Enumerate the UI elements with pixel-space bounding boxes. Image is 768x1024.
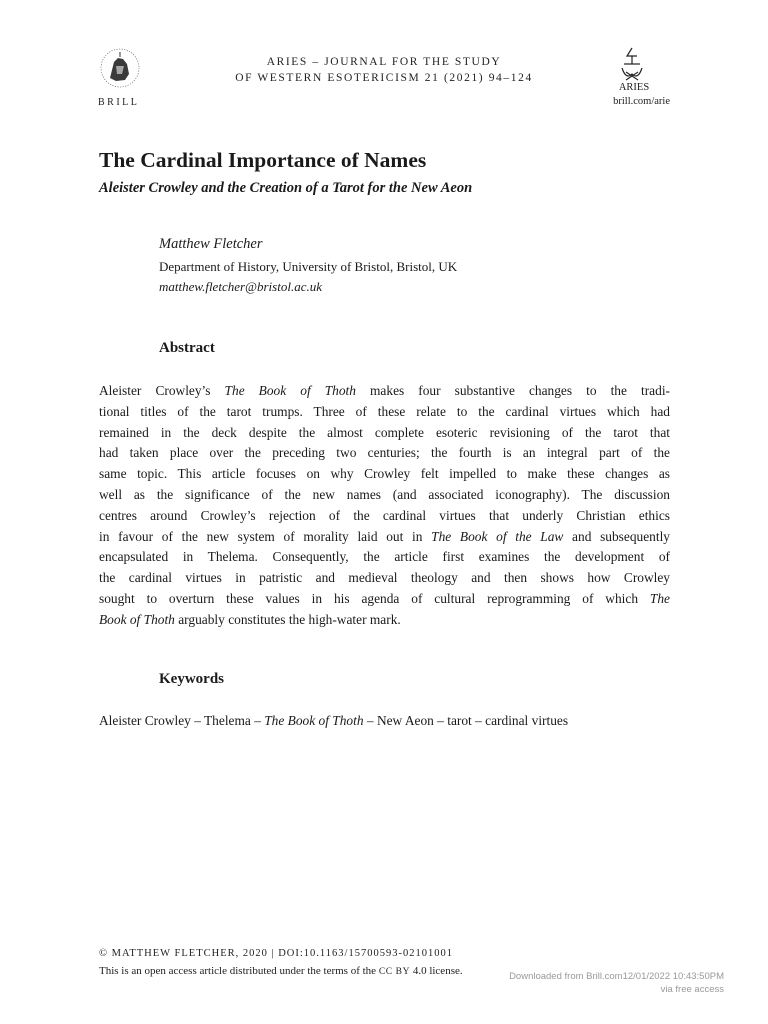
access-note: via free access: [660, 984, 724, 995]
copyright-doi-line: © MATTHEW FLETCHER, 2020 | DOI:10.1163/15700593-02101001: [99, 948, 453, 959]
abstract-line: Aleister Crowley’s The Book of Thoth makes four substantive changes to the tradi-: [99, 383, 670, 398]
author-affiliation: Department of History, University of Bristol, Bristol, UK: [159, 259, 458, 274]
abstract-line: encapsulated in Thelema. Consequently, the article first examines the development of: [99, 549, 670, 565]
license-line: This is an open access article distributed under the terms of the CC BY 4.0 license.: [99, 965, 463, 977]
download-date: Downloaded from Brill.com12/01/2022 10:43:50PM: [509, 971, 724, 982]
abstract-line: tional titles of the tarot trumps. Three of these relate to the cardinal virtues which had: [99, 403, 670, 419]
journal-header: [200, 54, 568, 86]
abstract-line: in favour of the new system of morality laid out in The Book of the Law and subsequently: [99, 528, 670, 544]
author-name: Matthew Fletcher: [159, 236, 263, 252]
article-subtitle: Aleister Crowley and the Creation of a Tarot for the New Aeon: [99, 180, 473, 196]
publisher-name: BRILL: [98, 97, 140, 108]
abstract-line: sought to overturn these values in his agenda of cultural reprogramming of which The: [99, 590, 670, 606]
keywords-list: Aleister Crowley – Thelema – The Book of Thoth – New Aeon – tarot – cardinal virtues: [99, 713, 569, 728]
download-stamp: [470, 970, 724, 996]
abstract-body: [99, 381, 670, 631]
abstract-line: remained in the deck despite the almost complete esoteric revisioning of the tarot that: [99, 424, 670, 440]
author-email[interactable]: matthew.fletcher@bristol.ac.uk: [159, 279, 322, 294]
article-title: The Cardinal Importance of Names: [99, 148, 427, 172]
aries-logo-label: ARIES: [618, 82, 650, 93]
journal-header-line-1: ARIES – JOURNAL FOR THE STUDY: [266, 56, 502, 68]
license-link[interactable]: CC BY: [378, 967, 411, 977]
abstract-line: well as the significance of the new names (and associated iconography). The discussion: [99, 486, 670, 502]
abstract-heading: Abstract: [159, 340, 215, 356]
abstract-line: had taken place over the preceding two centuries; the fourth is an integral part of the: [99, 445, 670, 461]
abstract-line: centres around Crowley’s rejection of the cardinal virtues that underly Christian ethics: [99, 507, 670, 523]
keywords-heading: Keywords: [159, 671, 224, 687]
abstract-line: same topic. This article focuses on why Crowley felt impelled to make these changes as: [99, 466, 670, 482]
abstract-line: Book of Thoth arguably constitutes the high-water mark.: [99, 611, 401, 627]
journal-url[interactable]: brill.com/arie: [613, 96, 670, 107]
journal-header-line-2: OF WESTERN ESOTERICISM 21 (2021) 94–124: [235, 72, 533, 84]
aries-logo-icon: [614, 44, 650, 86]
abstract-line: the cardinal virtues in patristic and medieval theology and then shows how Crowley: [99, 570, 670, 586]
